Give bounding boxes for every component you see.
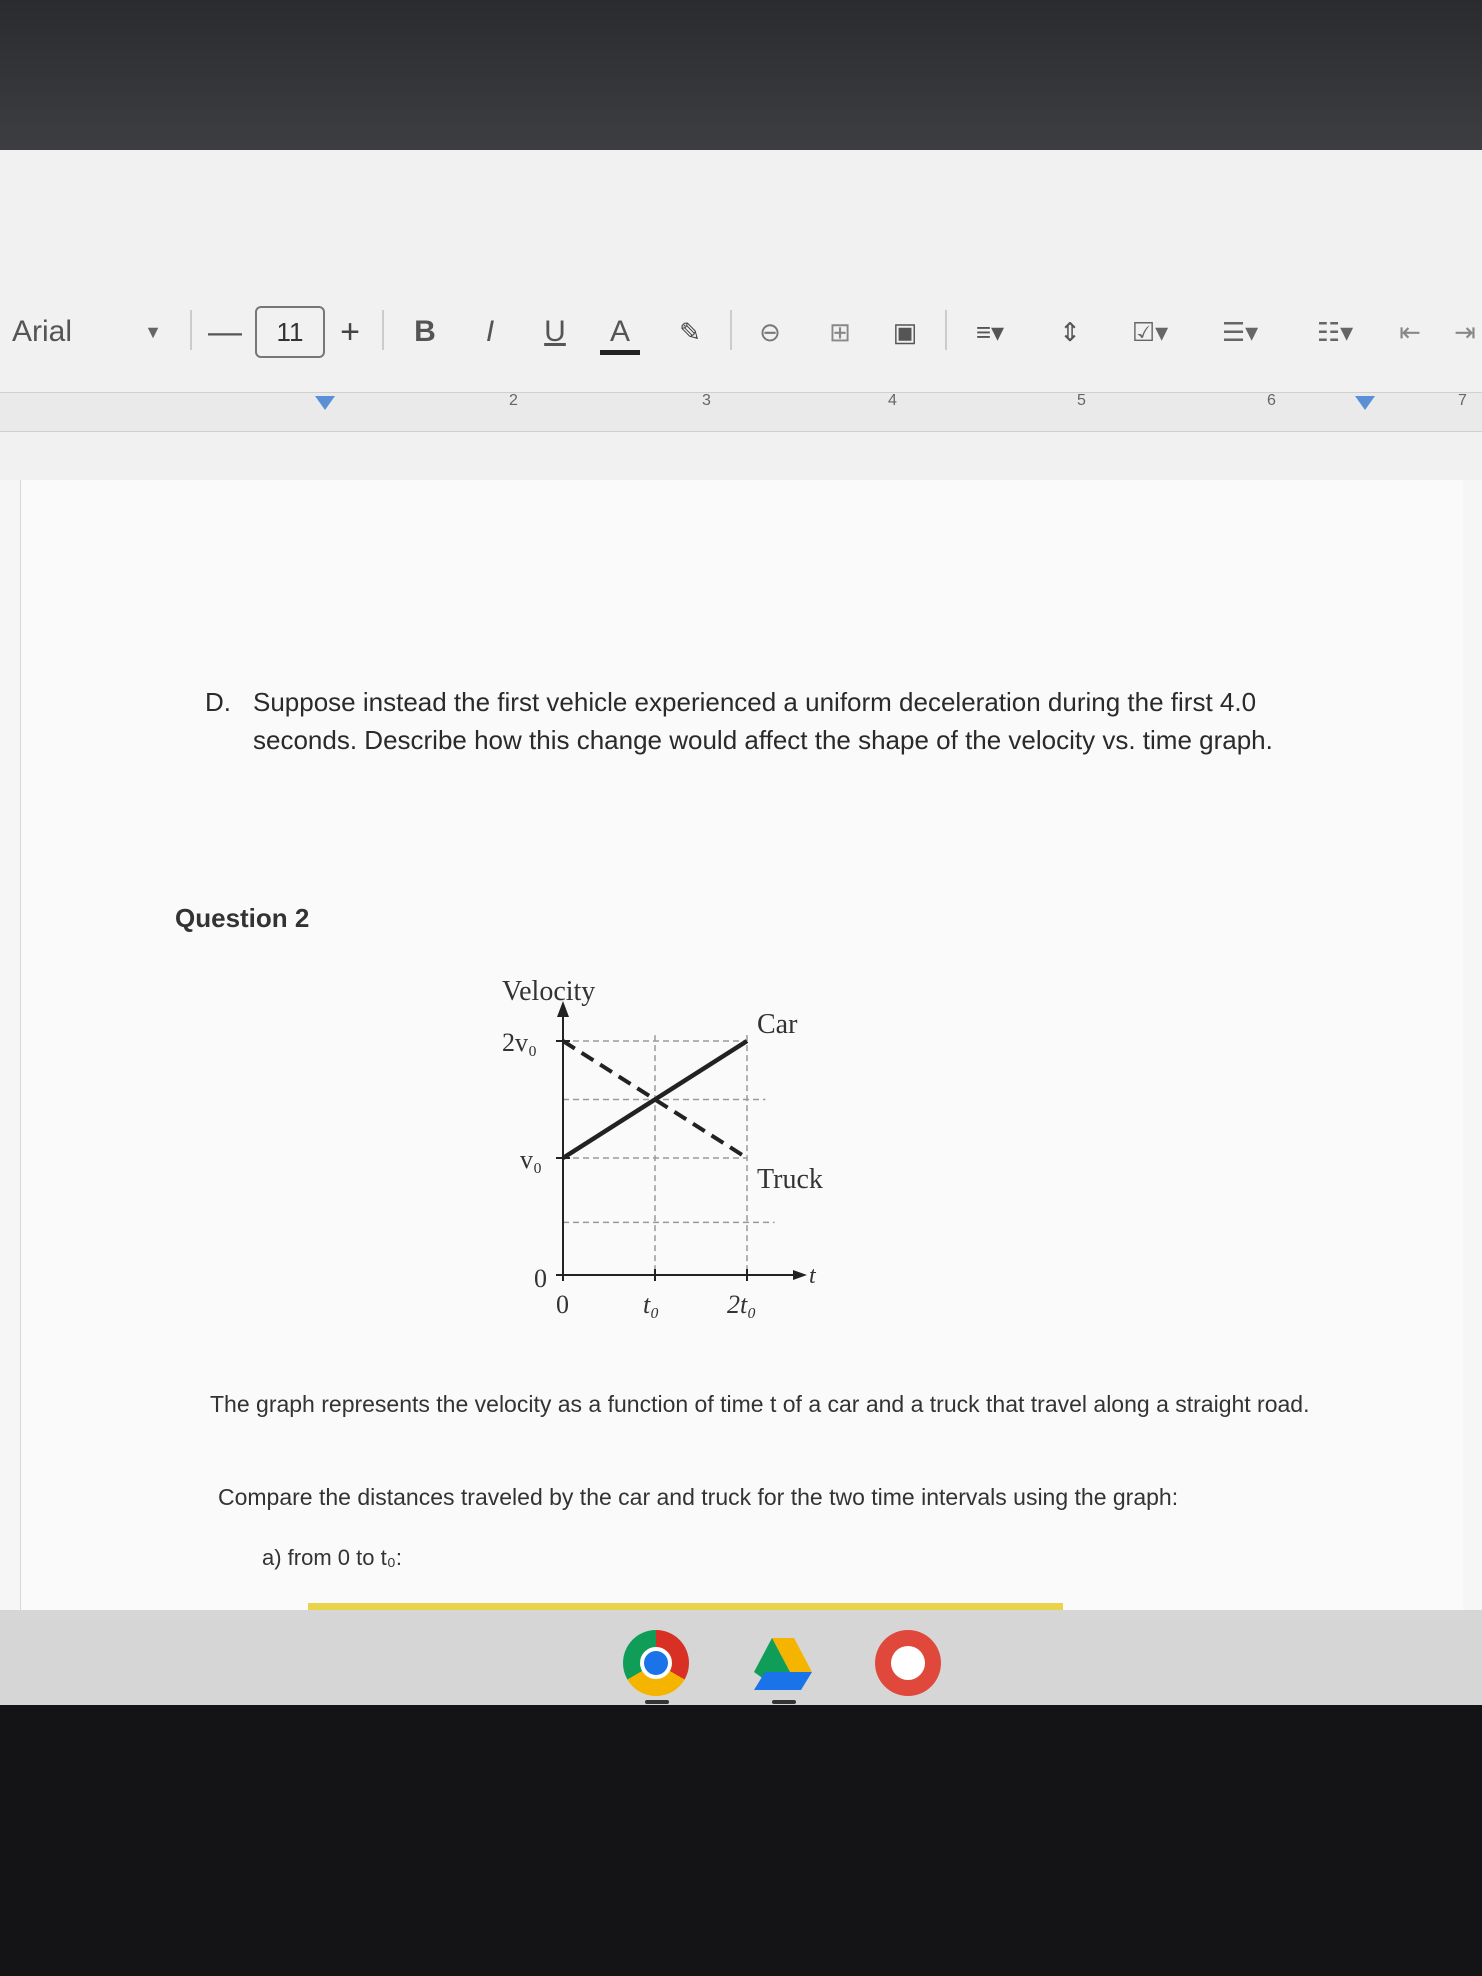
question-d[interactable] xyxy=(205,683,1355,759)
velocity-time-graph xyxy=(490,955,1020,1325)
taskbar-shelf xyxy=(0,1610,1482,1705)
canvas-icon[interactable] xyxy=(875,1630,941,1696)
x-axis-arrow-icon xyxy=(793,1270,807,1280)
text-color-swatch xyxy=(600,350,640,355)
question-d-label: D. xyxy=(205,687,231,717)
question-2-prompt: Compare the distances traveled by the car and truck for the two time intervals using the graph: xyxy=(218,1484,1179,1510)
font-family-dropdown-icon[interactable]: ▼ xyxy=(144,322,162,342)
x-axis-label: t xyxy=(809,1263,816,1289)
y-axis-label: Velocity xyxy=(502,976,596,1007)
y-tick-label: 0 xyxy=(534,1264,547,1293)
series-label-car: Car xyxy=(757,1009,798,1040)
ruler-number: 6 xyxy=(1267,392,1276,409)
bold-button[interactable]: B xyxy=(414,315,436,348)
monitor-bottom-bezel xyxy=(0,1705,1482,1976)
ruler-number: 2 xyxy=(509,392,518,409)
ruler[interactable] xyxy=(0,392,1482,432)
x-tick-label: t₀ xyxy=(643,1290,660,1319)
series-label-truck: Truck xyxy=(757,1164,823,1195)
running-indicator xyxy=(645,1700,669,1704)
ruler-right-margin-marker[interactable] xyxy=(1355,396,1375,410)
line-spacing-icon[interactable]: ⇕ xyxy=(1059,317,1081,347)
decrease-indent-icon[interactable]: ⇤ xyxy=(1399,317,1421,347)
underline-button[interactable]: U xyxy=(544,315,566,348)
ruler-indent-marker[interactable] xyxy=(315,396,335,410)
chrome-icon-center xyxy=(640,1647,672,1679)
ruler-number: 7 xyxy=(1458,392,1467,409)
ruler-number: 3 xyxy=(702,392,711,409)
toolbar-divider xyxy=(730,310,732,350)
y-tick-label: 2v₀ xyxy=(502,1028,538,1057)
canvas-icon-center xyxy=(891,1646,925,1680)
font-size-input[interactable]: 11 xyxy=(255,306,325,358)
font-family-selector[interactable]: Arial xyxy=(12,315,73,348)
increase-font-size-button[interactable]: + xyxy=(340,313,360,351)
numbered-list-icon[interactable]: ☷▾ xyxy=(1316,317,1354,347)
checklist-icon[interactable]: ☑▾ xyxy=(1131,317,1169,347)
increase-indent-icon[interactable]: ⇥ xyxy=(1454,317,1476,347)
highlight-pen-icon[interactable]: ✎ xyxy=(679,317,701,347)
x-tick-label: 2t₀ xyxy=(727,1290,757,1319)
y-tick-label: v₀ xyxy=(520,1145,543,1174)
bulleted-list-icon[interactable]: ☰▾ xyxy=(1221,317,1259,347)
chrome-icon[interactable] xyxy=(623,1630,689,1696)
decrease-font-size-button[interactable]: — xyxy=(208,313,242,351)
toolbar-divider xyxy=(382,310,384,350)
answer-highlight-line[interactable] xyxy=(308,1603,1063,1610)
toolbar-divider xyxy=(945,310,947,350)
monitor-top-bezel xyxy=(0,0,1482,150)
ruler-number: 4 xyxy=(888,392,897,409)
google-drive-icon[interactable] xyxy=(750,1630,816,1696)
add-comment-icon[interactable]: ⊞ xyxy=(829,317,851,347)
x-tick-label: 0 xyxy=(556,1290,569,1319)
align-icon[interactable]: ≡▾ xyxy=(975,317,1005,347)
insert-link-icon[interactable]: ⊖ xyxy=(759,317,781,347)
text-color-label: A xyxy=(609,315,630,348)
running-indicator xyxy=(772,1700,796,1704)
question-2-description: The graph represents the velocity as a function of time t of a car and a truck that travel along a straight road. xyxy=(210,1391,1310,1417)
italic-button[interactable]: I xyxy=(485,315,495,348)
ruler-number: 5 xyxy=(1077,392,1086,409)
question-d-text: Suppose instead the first vehicle experienced a uniform deceleration during the first 4.0 seconds. Describe how this change would affect the shape of the velocity vs. time graph. xyxy=(253,687,1273,755)
question-2-part-a: a) from 0 to t₀: xyxy=(262,1545,402,1570)
insert-image-icon[interactable]: ▣ xyxy=(892,317,918,347)
toolbar-divider xyxy=(190,310,192,350)
question-2-heading: Question 2 xyxy=(175,903,310,933)
text-color-button[interactable] xyxy=(600,312,640,352)
